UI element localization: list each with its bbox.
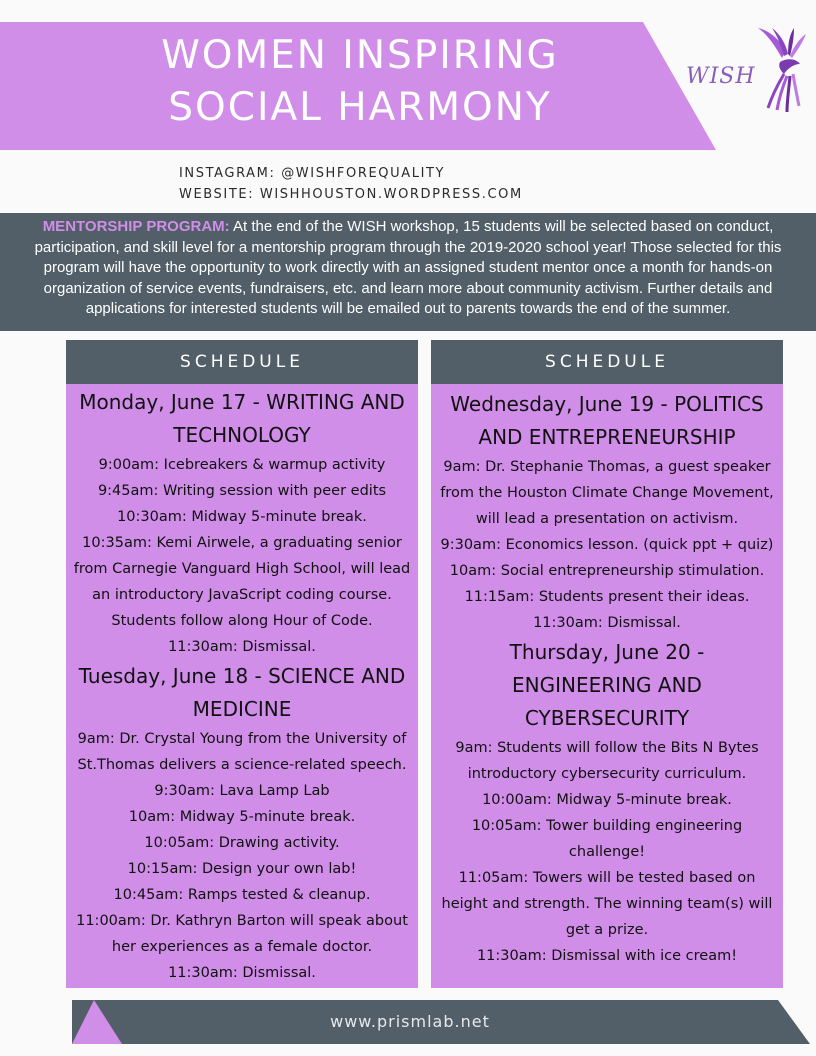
schedule-item: 10am: Social entrepreneurship stimulation.	[449, 563, 765, 579]
schedule-item: 11:00am: Dr. Kathryn Barton will speak about her experiences as a female doctor.	[76, 913, 408, 955]
schedule-item: 9:45am: Writing session with peer edits	[97, 483, 387, 499]
footer-url: www.prismlab.net	[330, 1012, 490, 1031]
schedule-item: 9am: Students will follow the Bits N Bytes introductory cybersecurity curriculum.	[455, 740, 759, 782]
schedule-item: 11:05am: Towers will be tested based on height and strength. The winning team(s) will get a prize.	[441, 870, 773, 938]
schedule-column-left	[66, 340, 418, 988]
logo-wordmark: WISH	[686, 64, 756, 89]
day-title-tuesday: Tuesday, June 18 - SCIENCE AND MEDICINE	[78, 664, 406, 721]
page-title: WOMEN INSPIRING SOCIAL HARMONY	[161, 33, 559, 130]
schedule-item: 10:30am: Midway 5-minute break.	[117, 509, 367, 525]
schedule-item: 10:15am: Design your own lab!	[127, 861, 357, 877]
schedule-item: 9:30am: Economics lesson. (quick ppt + quiz)	[440, 537, 774, 553]
schedule-item: 9am: Dr. Stephanie Thomas, a guest speaker from the Houston Climate Change Movement, will lead a presentation on activism.	[440, 459, 774, 527]
day-title-thursday: Thursday, June 20 - ENGINEERING AND CYBERSECURITY	[509, 640, 705, 730]
schedule-item: 11:30am: Dismissal.	[533, 615, 681, 631]
contact-info	[179, 163, 523, 205]
schedule-item: 10:05am: Drawing activity.	[144, 835, 340, 851]
schedule-column-right	[431, 340, 783, 988]
schedule-item: 11:30am: Dismissal.	[168, 639, 316, 655]
schedule-item: 9:00am: Icebreakers & warmup activity	[98, 457, 386, 473]
schedule-item: 11:15am: Students present their ideas.	[464, 589, 750, 605]
schedule-item: 9:30am: Lava Lamp Lab	[154, 783, 330, 799]
website-address: WEBSITE: WISHHOUSTON.WORDPRESS.COM	[179, 187, 523, 202]
schedule-item: 9am: Dr. Crystal Young from the University of St.Thomas delivers a science-related speech.	[77, 731, 407, 773]
schedule-item: 10:45am: Ramps tested & cleanup.	[113, 887, 371, 903]
day-title-wednesday: Wednesday, June 19 - POLITICS AND ENTREPRENEURSHIP	[450, 392, 764, 449]
schedule-item: 11:30am: Dismissal.	[168, 965, 316, 981]
day-title-monday: Monday, June 17 - WRITING AND TECHNOLOGY	[79, 390, 405, 447]
schedule-item: 10am: Midway 5-minute break.	[128, 809, 356, 825]
schedule-item: 10:00am: Midway 5-minute break.	[482, 792, 732, 808]
mentorship-text: At the end of the WISH workshop, 15 students will be selected based on conduct, participation, and skill level for a mentorship program through the 2019-2020 school year! Those selected for this program will have the opportunity to work directly with an assigned student mentor once a month for hands-on organization of service events, fundraisers, etc. and learn more about community activism. Further details and applications for interested students will be emailed out to parents towards the end of the summer.	[34, 218, 782, 318]
schedule-item: 10:05am: Tower building engineering challenge!	[471, 818, 743, 860]
mentorship-label: MENTORSHIP PROGRAM:	[42, 218, 230, 235]
instagram-handle: INSTAGRAM: @WISHFOREQUALITY	[179, 166, 446, 181]
schedule-item: 11:30am: Dismissal with ice cream!	[476, 948, 738, 964]
schedule-header: SCHEDULE	[431, 340, 783, 384]
mentorship-program-banner	[0, 213, 816, 331]
schedule-header: SCHEDULE	[66, 340, 418, 384]
schedule-item: 10:35am: Kemi Airwele, a graduating senior from Carnegie Vanguard High School, will lead an introductory JavaScript coding course. Students follow along Hour of Code.	[73, 535, 411, 629]
